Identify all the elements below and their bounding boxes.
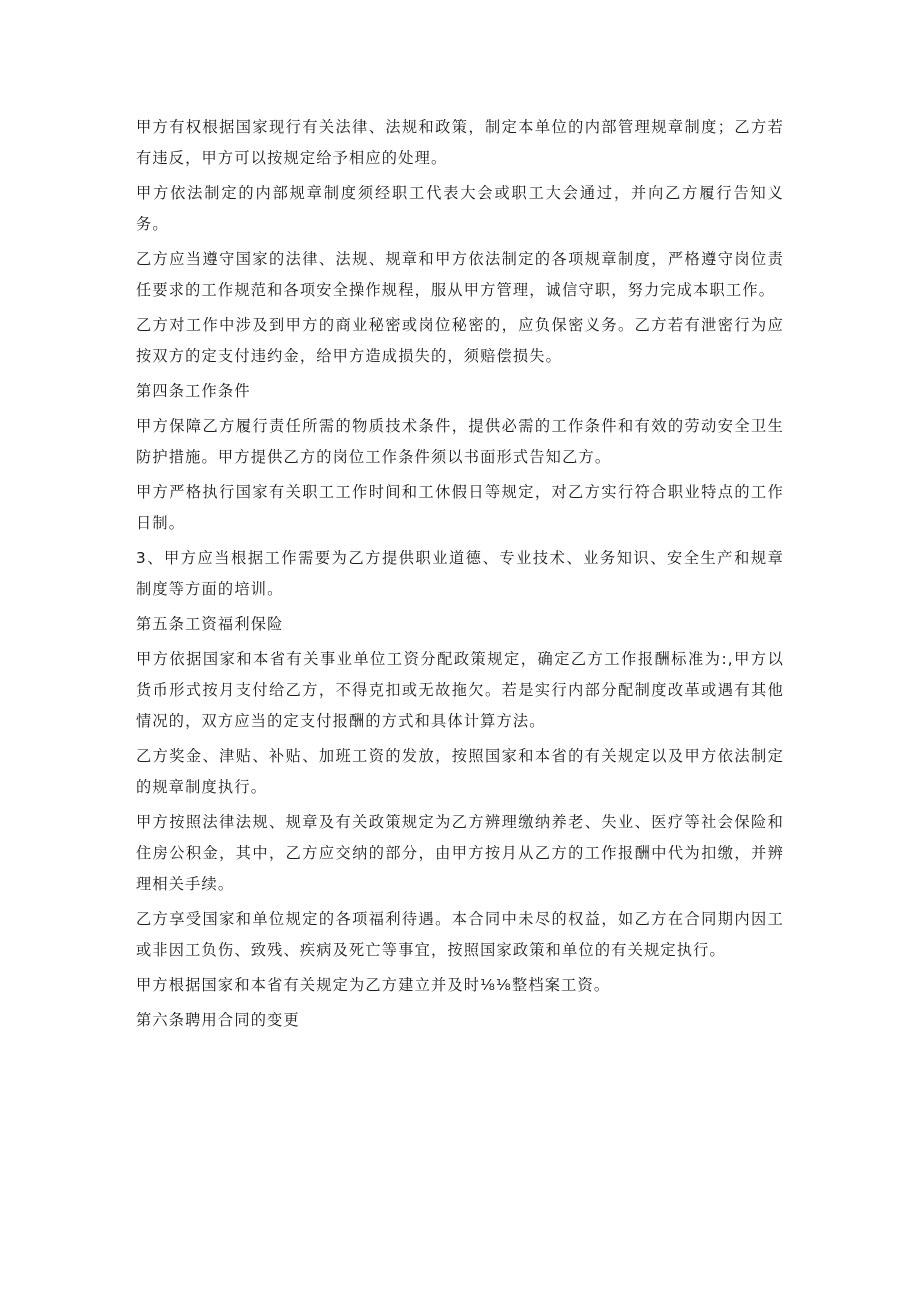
- paragraph-rules-approval: 甲方依法制定的内部规章制度须经职工代表大会或职工大会通过，并向乙方履行告知义务。: [136, 184, 784, 233]
- document-body: [136, 112, 784, 1040]
- paragraph-bonuses: 乙方奖金、津贴、补贴、加班工资的发放，按照国家和本省的有关规定以及甲方依法制定的规章制度执行。: [136, 747, 784, 796]
- paragraph-wage-standard: 甲方依据国家和本省有关事业单位工资分配政策规定，确定乙方工作报酬标准为:,甲方以货币形式按月支付给乙方，不得克扣或无故拖欠。若是实行内部分配制度改革或遇有其他情况的，双方应当的定支付报酬的方式和具体计算方法。: [136, 650, 784, 730]
- section-heading-work-conditions: 第四条工作条件: [136, 382, 251, 400]
- paragraph-working-hours: 甲方严格执行国家有关职工工作时间和工休假日等规定，对乙方实行符合职业特点的工作日制。: [136, 483, 784, 532]
- section-heading-contract-changes: 第六条聘用合同的变更: [136, 1011, 300, 1029]
- paragraph-welfare: 乙方享受国家和单位规定的各项福利待遇。本合同中未尽的权益，如乙方在合同期内因工或非因工负伤、致残、疾病及死亡等事宜，按照国家政策和单位的有关规定执行。: [136, 910, 784, 959]
- paragraph-management-rules: 甲方有权根据国家现行有关法律、法规和政策，制定本单位的内部管理规章制度；乙方若有违反，甲方可以按规定给予相应的处理。: [136, 118, 784, 167]
- paragraph-training: 3、甲方应当根据工作需要为乙方提供职业道德、专业技术、业务知识、安全生产和规章制度等方面的培训。: [136, 549, 784, 598]
- paragraph-wage-records: 甲方根据国家和本省有关规定为乙方建立并及时⅛⅛整档案工资。: [136, 976, 611, 994]
- paragraph-social-insurance: 甲方按照法律法规、规章及有关政策规定为乙方辨理缴纳养老、失业、医疗等社会保险和住房公积金，其中，乙方应交纳的部分，由甲方按月从乙方的工作报酬中代为扣缴，并辨理相关手续。: [136, 813, 784, 893]
- section-heading-wages-benefits: 第五条工资福利保险: [136, 615, 284, 633]
- paragraph-confidentiality: 乙方对工作中涉及到甲方的商业秘密或岗位秘密的，应负保密义务。乙方若有泄密行为应按双方的定支付违约金，给甲方造成损失的，须赔偿损失。: [136, 316, 784, 365]
- paragraph-employee-obligations: 乙方应当遵守国家的法律、法规、规章和甲方依法制定的各项规章制度，严格遵守岗位责任要求的工作规范和各项安全操作规程，服从甲方管理，诚信守职，努力完成本职工作。: [136, 250, 784, 299]
- paragraph-technical-conditions: 甲方保障乙方履行责任所需的物质技术条件，提供必需的工作条件和有效的劳动安全卫生防护措施。甲方提供乙方的岗位工作条件须以书面形式告知乙方。: [136, 417, 784, 466]
